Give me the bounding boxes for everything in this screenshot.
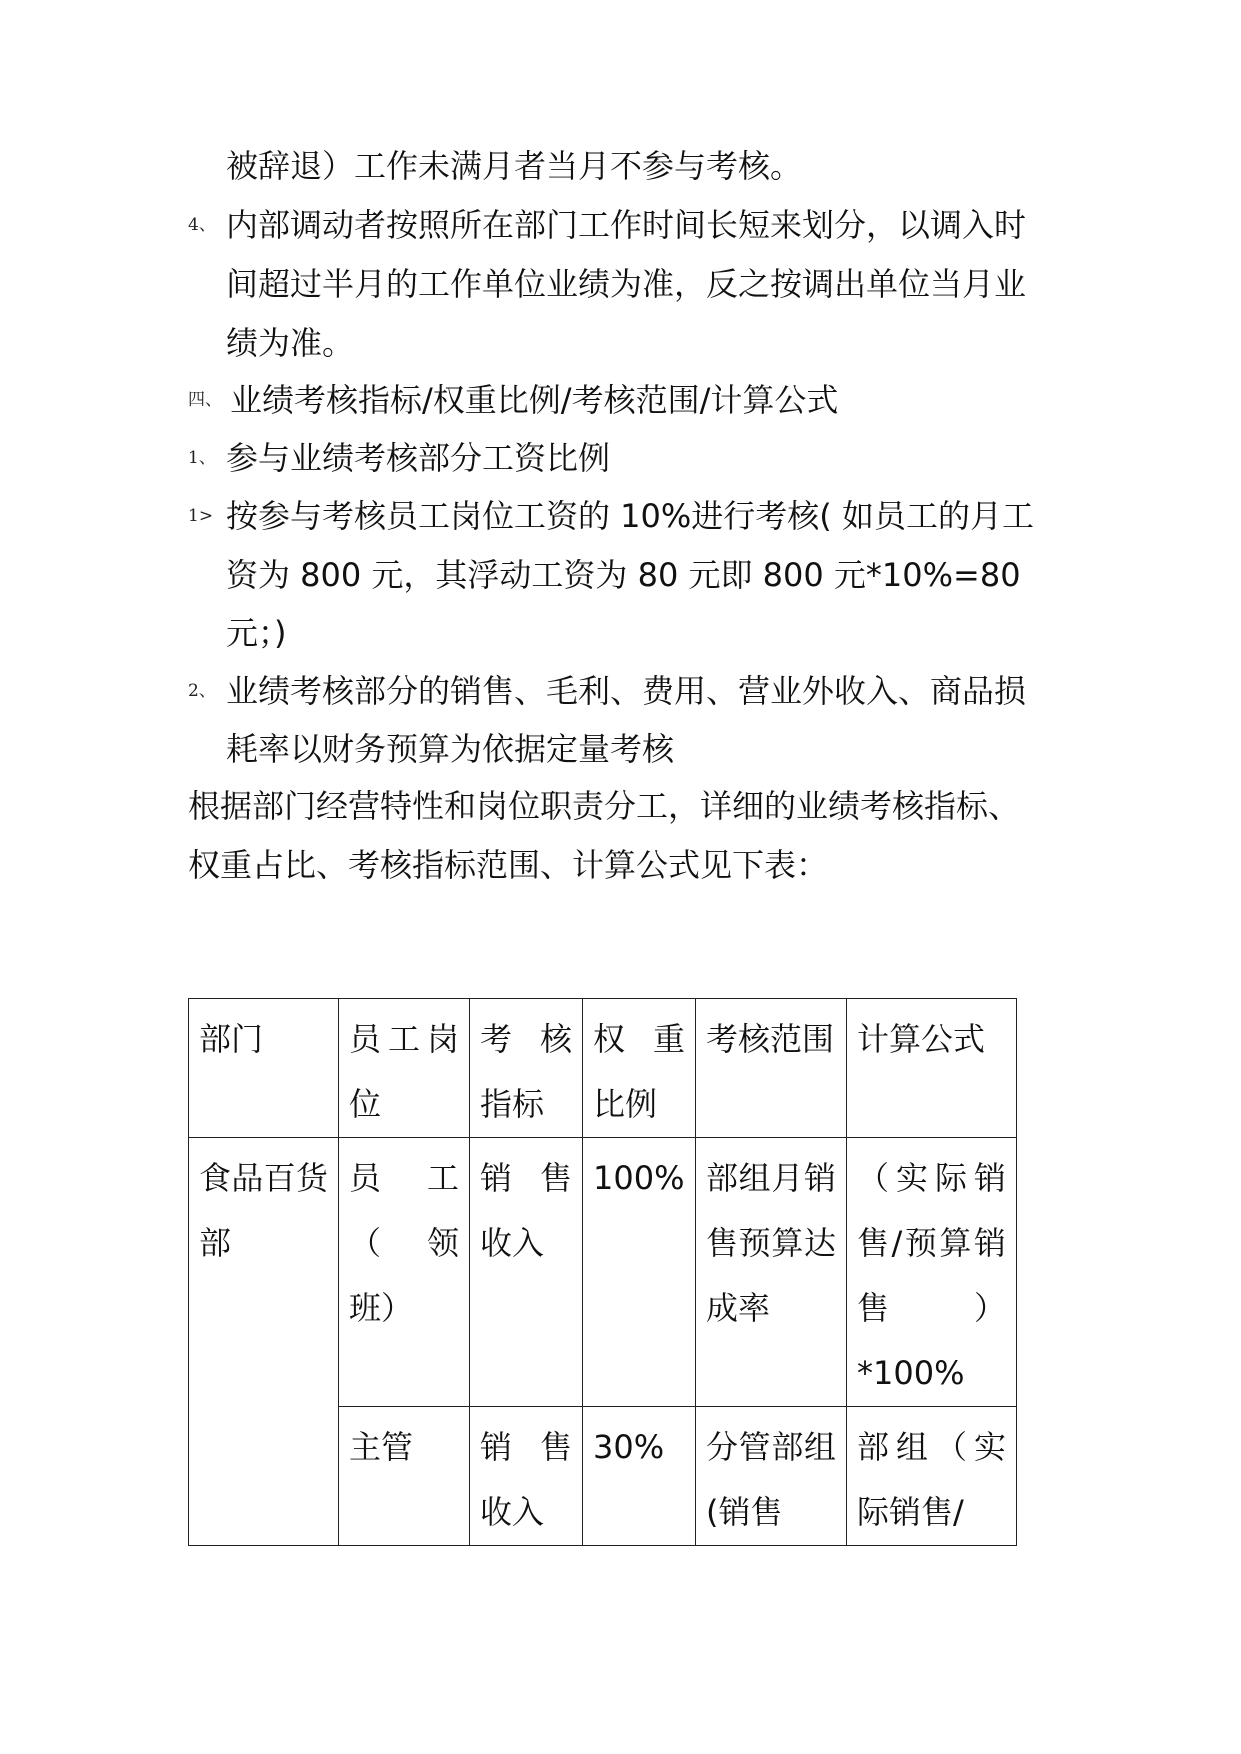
paragraph-line: 权重占比、考核指标范围、计算公式见下表：: [188, 846, 829, 884]
list-marker: 1>: [188, 506, 214, 526]
position-cell: 员工（领班）: [339, 1138, 470, 1407]
table-row: [189, 1138, 1017, 1407]
indicator-cell: 销售收入: [470, 1138, 583, 1407]
scope-cell: 部组月销售预算达成率: [696, 1138, 847, 1407]
paragraph-line: 业绩考核部分的销售、毛利、费用、营业外收入、商品损: [226, 672, 1027, 710]
section-marker: 四、: [188, 390, 222, 410]
paragraph-line: 元；): [226, 614, 287, 652]
assessment-table: [188, 998, 1017, 1546]
list-marker: 1、: [188, 448, 216, 468]
paragraph-line: 根据部门经营特性和岗位职责分工，详细的业绩考核指标、: [188, 787, 1021, 825]
header-cell: 部门: [189, 999, 339, 1138]
paragraph-line: 被辞退）工作未满月者当月不参与考核。: [226, 147, 803, 185]
indicator-cell: 销售收入: [470, 1407, 583, 1546]
scope-cell: 分管部组(销售: [696, 1407, 847, 1546]
paragraph-line: 参与业绩考核部分工资比例: [226, 439, 611, 477]
paragraph-line: 间超过半月的工作单位业绩为准，反之按调出单位当月业: [226, 265, 1027, 303]
header-cell: 权重比例: [583, 999, 696, 1138]
table-header-row: [189, 999, 1017, 1138]
position-cell: 主管: [339, 1407, 470, 1546]
formula-cell: 部组（实际销售/: [847, 1407, 1017, 1546]
list-marker: 4、: [188, 215, 216, 235]
header-cell: 员工岗位: [339, 999, 470, 1138]
weight-cell: 30%: [583, 1407, 696, 1546]
section-heading: 业绩考核指标/权重比例/考核范围/计算公式: [230, 381, 839, 419]
paragraph-line: 资为 800 元，其浮动工资为 80 元即 800 元*10%=80: [226, 556, 1021, 594]
paragraph-line: 按参与考核员工岗位工资的 10%进行考核( 如员工的月工: [226, 497, 1034, 535]
paragraph-line: 绩为准。: [226, 324, 355, 362]
formula-cell: （实际销售/预算销售）*100%: [847, 1138, 1017, 1407]
weight-cell: 100%: [583, 1138, 696, 1407]
paragraph-line: 耗率以财务预算为依据定量考核: [226, 730, 675, 768]
header-cell: 考核范围: [696, 999, 847, 1138]
paragraph-line: 内部调动者按照所在部门工作时间长短来划分，以调入时: [226, 206, 1027, 244]
list-marker: 2、: [188, 681, 216, 701]
department-cell: 食品百货部: [189, 1138, 339, 1546]
header-cell: 考核指标: [470, 999, 583, 1138]
header-cell: 计算公式: [847, 999, 1017, 1138]
